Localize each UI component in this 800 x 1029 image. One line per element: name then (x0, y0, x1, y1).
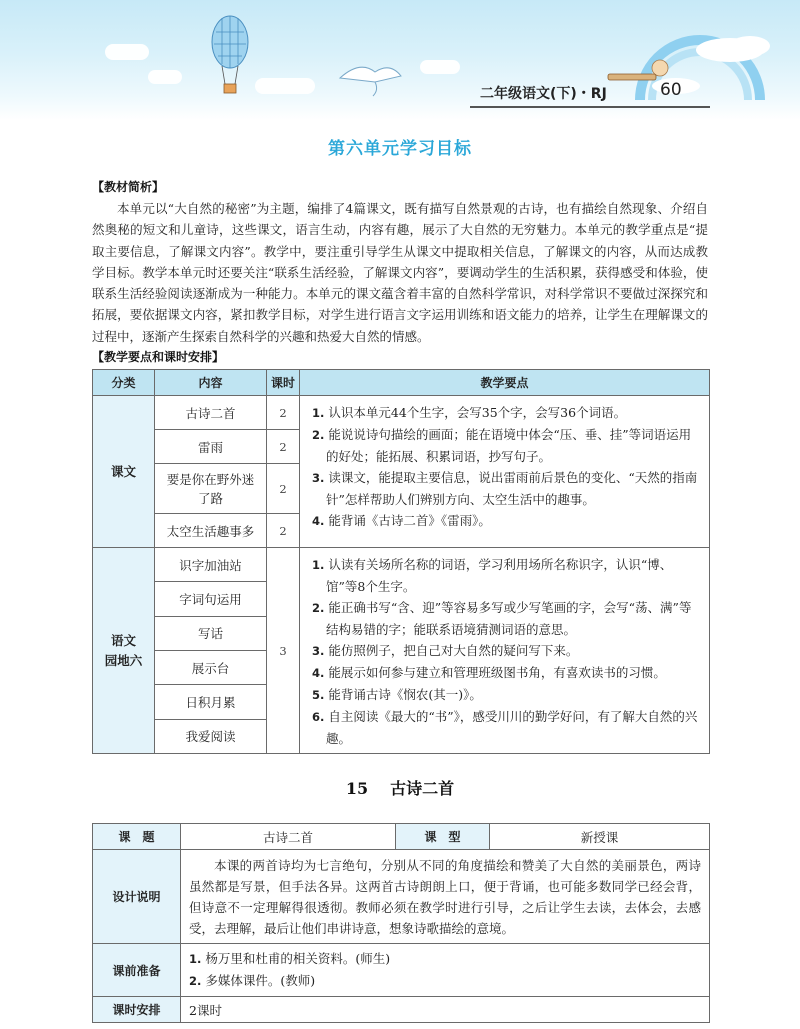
teaching-points-cell (300, 548, 710, 754)
lesson-title (0, 776, 800, 799)
page-number: 60 (660, 80, 682, 100)
table-row (93, 396, 710, 430)
content-cell: 展示台 (155, 650, 267, 684)
header-banner (0, 0, 800, 120)
table-row (93, 997, 710, 1023)
prep-label: 课前准备 (93, 944, 181, 997)
column-header: 课时 (267, 370, 300, 396)
list-item: 5. 能背诵古诗《悯农(其一)》。 (312, 687, 482, 702)
lesson-number: 15 (345, 779, 369, 798)
list-item: 2. 能正确书写“含、迎”等容易多写或少写笔画的字，会写“荡、满”等结构易错的字；能联系语境猜测词语的意思。 (312, 600, 692, 637)
hours-cell: 2 (267, 514, 300, 548)
list-item: 4. 能展示如何参与建立和管理班级图书角，有喜欢读书的习惯。 (312, 665, 666, 680)
content-cell: 古诗二首 (155, 396, 267, 430)
content-cell: 日积月累 (155, 685, 267, 719)
table-row (93, 944, 710, 997)
list-item: 3. 能仿照例子，把自己对大自然的疑问写下来。 (312, 643, 579, 658)
table-row (93, 548, 710, 582)
table-header-row (93, 370, 710, 396)
column-header: 教学要点 (300, 370, 710, 396)
content-cell: 字词句运用 (155, 582, 267, 616)
schedule-heading: 【教学要点和课时安排】 (92, 350, 225, 364)
cloud-decoration (255, 78, 315, 94)
list-item: 1. 认识本单元44个生字，会写35个字，会写36个词语。 (312, 405, 627, 420)
list-item: 2. 能说说诗句描绘的画面；能在语境中体会“压、垂、挂”等词语运用的好处；能拓展、积累词语，抄写句子。 (312, 427, 692, 464)
teaching-points-cell (300, 396, 710, 548)
list-item: 1. 杨万里和杜甫的相关资料。(师生) (189, 951, 391, 966)
hours-cell: 2 (267, 464, 300, 514)
list-item: 2. 多媒体课件。(教师) (189, 973, 316, 988)
table-row (93, 824, 710, 850)
content-cell: 我爱阅读 (155, 719, 267, 753)
analysis-heading: 【教材简析】 (92, 180, 165, 194)
content-cell: 雷雨 (155, 430, 267, 464)
cloud-decoration (105, 44, 149, 60)
list-item: 6. 自主阅读《最大的“书”》，感受川川的勤学好问，有了解大自然的兴趣。 (312, 709, 698, 746)
list-item: 4. 能背诵《古诗二首》《雷雨》。 (312, 513, 491, 528)
list-item: 1. 认读有关场所名称的词语，学习利用场所名称识字，认识“博、馆”等8个生字。 (312, 557, 673, 594)
content-cell: 要是你在野外迷了路 (155, 464, 267, 514)
cloud-decoration (420, 60, 460, 74)
type-value: 新授课 (490, 824, 710, 850)
hours-cell: 3 (267, 548, 300, 754)
cloud-decoration (148, 70, 182, 84)
design-label: 设计说明 (93, 850, 181, 944)
hot-air-balloon-icon (210, 12, 250, 107)
header-divider (470, 106, 710, 108)
column-header: 分类 (93, 370, 155, 396)
content-cell: 太空生活趣事多 (155, 514, 267, 548)
topic-label: 课 题 (93, 824, 181, 850)
rainbow-icon (600, 20, 780, 100)
hours-value: 2课时 (181, 997, 710, 1023)
content-cell: 写话 (155, 616, 267, 650)
hours-label: 课时安排 (93, 997, 181, 1023)
category-cell: 课文 (93, 396, 155, 548)
schedule-table (92, 369, 710, 754)
unit-title: 第六单元学习目标 (328, 139, 472, 159)
grade-label: 二年级语文(下)・RJ (480, 86, 607, 102)
category-cell: 语文 园地六 (93, 548, 155, 754)
analysis-paragraph: 本单元以“大自然的秘密”为主题，编排了4篇课文，既有描写自然景观的古诗，也有描绘自然现象、介绍自然奥秘的短文和儿童诗，这些课文，语言生动，内容有趣，展示了大自然的无穷魅力。本单元的教学重点是“提取主要信息，了解课文内容”。教学中，要注重引导学生从课文中提取相关信息，了解课文的内容，从而达成教学目标。教学本单元时还要关注“联系生活经验，了解课文内容”，要调动学生的生活积累，获得感受和体验，使联系生活经验阅读逐渐成为一种能力。本单元的课文蕴含着丰富的自然科学常识，对科学常识不要做过深探究和拓展，要依据课文内容，紧扣教学目标，对学生进行语言文字运用训练和语文能力的培养，让学生在理解课文的过程中，逐渐产生探索自然科学的兴趣和热爱大自然的情感。 (92, 201, 708, 344)
type-label: 课 型 (396, 824, 490, 850)
kite-icon (335, 58, 405, 98)
table-row (93, 850, 710, 944)
lesson-info-table (92, 823, 710, 1023)
topic-value: 古诗二首 (181, 824, 396, 850)
design-description: 本课的两首诗均为七言绝句，分别从不同的角度描绘和赞美了大自然的美丽景色，两诗虽然都是写景，但手法各异。这两首古诗朗朗上口，便于背诵，也可能多数同学已经会背，但诗意不一定理解得很透彻。教师必须在教学时进行引导，之后让学生去读，去体会，去感受，去理解，最后让他们串讲诗意，想象诗歌描绘的意境。 (181, 850, 710, 944)
column-header: 内容 (155, 370, 267, 396)
prep-list (181, 944, 710, 997)
lesson-name: 古诗二首 (390, 779, 455, 798)
list-item: 3. 读课文，能提取主要信息，说出雷雨前后景色的变化、“天然的指南针”怎样帮助人们辨别方向、太空生活中的趣事。 (312, 470, 698, 507)
hours-cell: 2 (267, 430, 300, 464)
hours-cell: 2 (267, 396, 300, 430)
content-cell: 识字加油站 (155, 548, 267, 582)
